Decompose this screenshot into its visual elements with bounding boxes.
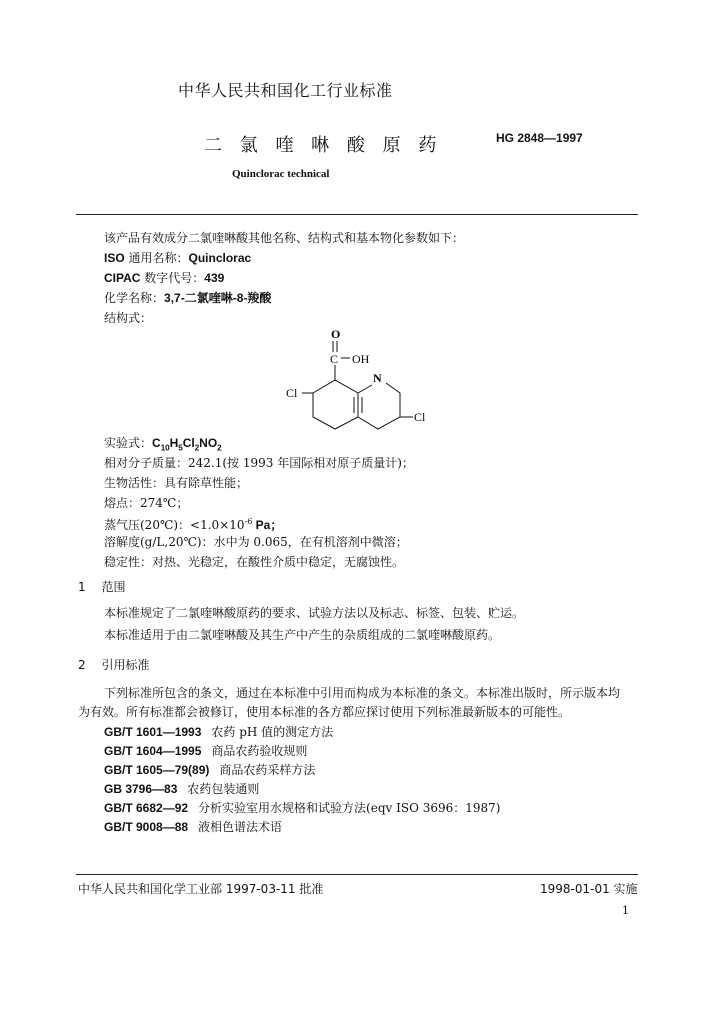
footer-divider (76, 874, 638, 875)
header-divider (76, 214, 638, 215)
section-1-para-1: 本标准规定了二氯喹啉酸原药的要求、试验方法以及标志、标签、包装、贮运。 (104, 606, 525, 620)
section-1-number: 1 (78, 580, 86, 594)
reference-item (104, 723, 333, 741)
atom-cl-right: Cl (414, 410, 426, 424)
formula-c-count: 10 (160, 443, 170, 453)
standard-number: HG 2848—1997 (496, 131, 583, 145)
atom-n: N (373, 371, 382, 385)
chemical-name (104, 289, 271, 307)
ring-bond-to-n (358, 385, 372, 393)
reference-code: GB/T 9008—88 (104, 820, 189, 834)
molecular-weight: 相对分子质量：242.1(按 1993 年国际相对原子质量计)； (104, 456, 414, 470)
reference-name: 分析实验室用水规格和试验方法(eqv ISO 3696：1987) (198, 801, 501, 815)
reference-item (104, 780, 259, 798)
iso-label: ISO (104, 251, 125, 265)
english-title: Quinclorac technical (232, 168, 330, 180)
formula-value (152, 436, 222, 453)
atom-oh: OH (352, 352, 370, 366)
vp-unit: Pa； (252, 518, 283, 532)
section-1-para-2: 本标准适用于由二氯喹啉酸及其生产中产生的杂质组成的二氯喹啉酸原药。 (104, 628, 501, 642)
structure-label: 结构式： (104, 311, 153, 325)
page-number: 1 (622, 904, 629, 917)
intro-lead: 该产品有效成分二氯喹啉酸其他名称、结构式和基本物化参数如下： (104, 231, 465, 245)
reference-code: GB/T 1601—1993 (104, 725, 202, 739)
formula-h-count: 5 (178, 443, 183, 453)
stability: 稳定性：对热、光稳定，在酸性介质中稳定，无腐蚀性。 (104, 555, 405, 569)
section-2-para-line-1: 下列标准所包含的条文，通过在本标准中引用而构成为本标准的条文。本标准出版时，所示版本均 (104, 686, 621, 700)
vapor-pressure (104, 513, 282, 534)
vp-text: 蒸气压(20℃)：<1.0×10 (104, 518, 245, 532)
reference-code: GB/T 6682—92 (104, 801, 189, 815)
formula-h: H (169, 436, 179, 450)
reference-name: 商品农药验收规则 (211, 744, 308, 758)
implementation-date: 1998-01-01 实施 (540, 882, 638, 896)
section-2-number: 2 (78, 658, 86, 672)
iso-text: 通用名称： (124, 251, 189, 265)
reference-item (104, 761, 315, 779)
cipac-text: 数字代号： (140, 271, 205, 285)
reference-code: GB/T 1604—1995 (104, 744, 202, 758)
chem-label: 化学名称： (104, 291, 165, 305)
reference-name: 液相色谱法术语 (198, 820, 283, 834)
formula-c: C (152, 436, 161, 450)
reference-name: 农药包装通则 (187, 782, 260, 796)
melting-point: 熔点：274℃； (104, 496, 189, 510)
section-2-para-line-2: 为有效。所有标准都会被修订，使用本标准的各方都应探讨使用下列标准最新版本的可能性。 (78, 705, 571, 719)
section-2-title: 引用标准 (101, 658, 150, 672)
section-1-heading (78, 578, 125, 595)
formula-cl: Cl (182, 436, 195, 450)
atom-c: C (330, 352, 339, 366)
vp-exponent: -6 (244, 517, 253, 526)
iso-common-name (104, 249, 251, 267)
formula-label: 实验式： (104, 436, 153, 450)
section-2-heading (78, 656, 149, 673)
left-ring (313, 380, 358, 429)
chem-value: 3,7-二氯喹啉-8-羧酸 (164, 291, 272, 305)
section-1-title: 范围 (101, 580, 126, 594)
formula-no: NO (199, 436, 218, 450)
formula-cl-count: 2 (194, 443, 200, 453)
cipac-label: CIPAC (104, 271, 141, 285)
reference-item (104, 742, 307, 760)
reference-name: 商品农药采样方法 (219, 763, 316, 777)
bio-activity: 生物活性：具有除草性能； (104, 476, 249, 490)
reference-item (104, 799, 500, 817)
reference-item (104, 818, 282, 836)
structural-formula (280, 325, 440, 435)
formula-o-count: 2 (217, 443, 222, 453)
reference-code: GB/T 1605—79(89) (104, 763, 210, 777)
iso-value: Quinclorac (188, 251, 252, 265)
atom-cl-left: Cl (286, 386, 298, 400)
approval-date: 中华人民共和国化学工业部 1997-03-11 批准 (78, 882, 324, 896)
solubility: 溶解度(g/L,20℃)：水中为 0.065，在有机溶剂中微溶； (104, 535, 408, 549)
cipac-value: 439 (204, 271, 225, 285)
reference-code: GB 3796—83 (104, 782, 178, 796)
standard-category-title: 中华人民共和国化工行业标准 (178, 81, 393, 100)
atom-o: O (331, 327, 341, 341)
cipac-code (104, 269, 224, 287)
reference-name: 农药 pH 值的测定方法 (211, 725, 334, 739)
document-title: 二 氯 喹 啉 酸 原 药 (204, 135, 443, 156)
